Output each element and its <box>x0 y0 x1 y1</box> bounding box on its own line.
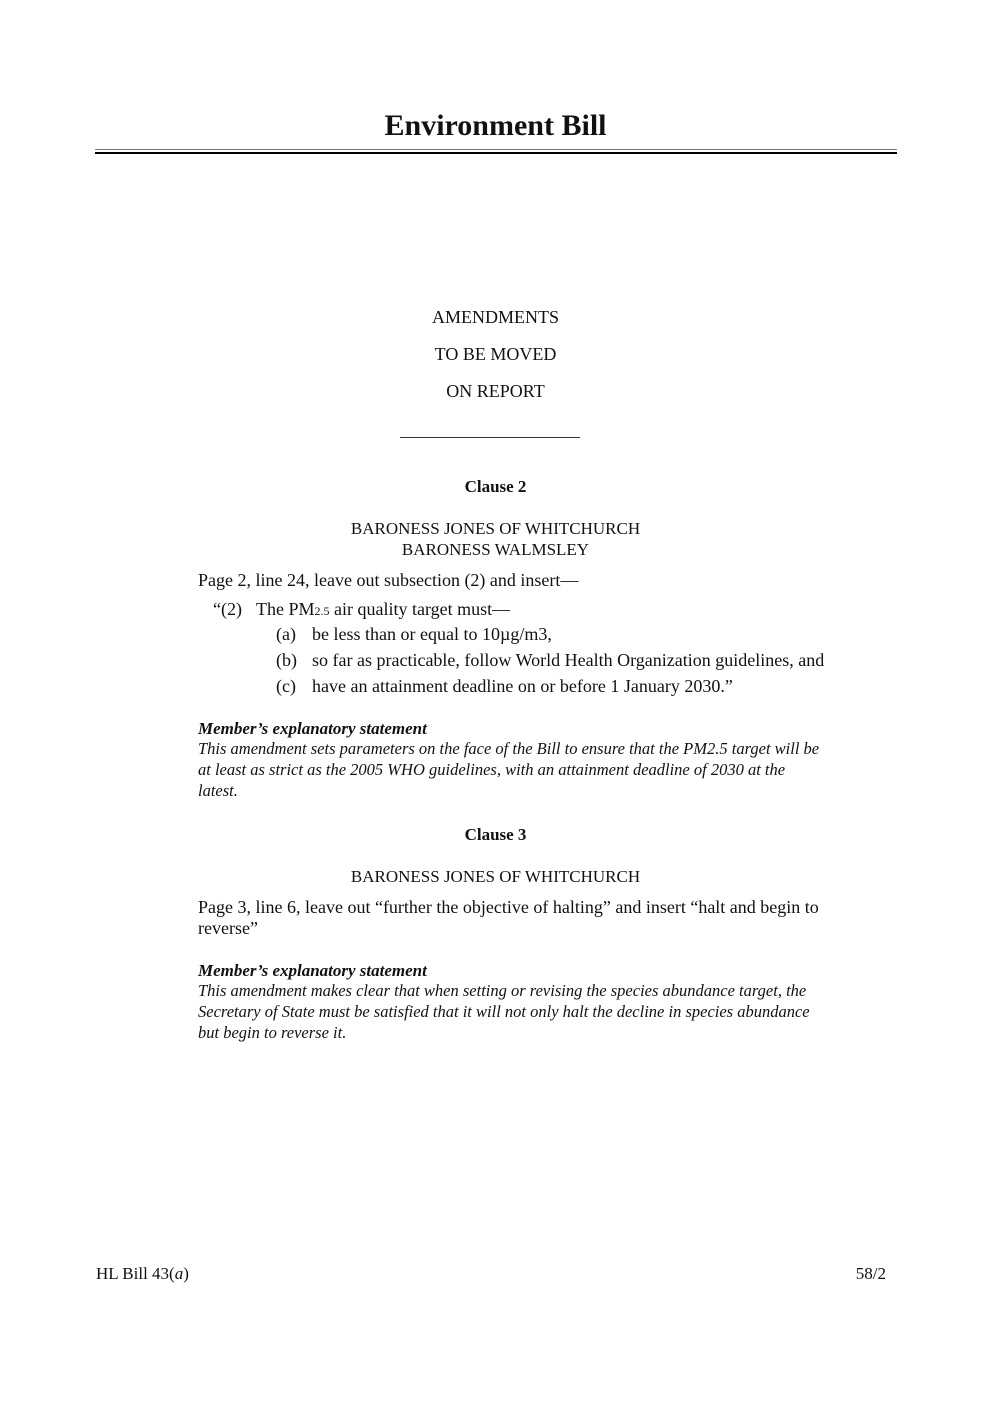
heading-line-1: AMENDMENTS <box>431 307 559 327</box>
amendment-instruction: Page 3, line 6, leave out “further the objective of halting” and insert “halt and begin to <box>198 897 819 917</box>
member-name: BARONESS JONES OF WHITCHURCH <box>350 867 641 886</box>
item-label: (a) <box>276 624 296 644</box>
bill-reference: HL Bill 43(a) <box>96 1264 189 1283</box>
item-text: so far as practicable, follow World Health Organization guidelines, and <box>312 650 825 670</box>
heading-line-3: ON REPORT <box>446 381 545 401</box>
statement-heading: Member’s explanatory statement <box>198 719 427 738</box>
heading-line-2: TO BE MOVED <box>434 344 557 364</box>
amendment-instruction: reverse” <box>198 918 258 938</box>
member-name: BARONESS JONES OF WHITCHURCH <box>350 519 641 538</box>
item-label: (c) <box>276 676 296 696</box>
statement-line: but begin to reverse it. <box>198 1023 347 1042</box>
item-label: (b) <box>276 650 297 670</box>
item-text: be less than or equal to 10µg/m3, <box>312 624 552 644</box>
statement-line: This amendment makes clear that when setting or revising the species abundance target, the <box>198 981 807 1000</box>
page-reference: 58/2 <box>855 1264 886 1283</box>
clause-heading: Clause 3 <box>464 825 527 844</box>
inserted-subsection-lead: The PM2.5 air quality target must— <box>256 599 511 619</box>
statement-heading: Member’s explanatory statement <box>198 961 427 980</box>
statement-line: latest. <box>198 781 238 800</box>
document-title: Environment Bill <box>384 109 607 142</box>
statement-line: Secretary of State must be satisfied that it will not only halt the decline in species abundance <box>198 1002 810 1021</box>
amendment-instruction: Page 2, line 24, leave out subsection (2) and insert— <box>198 570 579 590</box>
member-name: BARONESS WALMSLEY <box>401 540 590 559</box>
item-text: have an attainment deadline on or before 1 January 2030.” <box>312 676 733 696</box>
statement-line: This amendment sets parameters on the face of the Bill to ensure that the PM2.5 target will be <box>198 739 820 758</box>
section-divider <box>400 437 580 438</box>
title-rule-thick <box>95 152 897 154</box>
inserted-subsection-number: “(2) <box>213 599 242 619</box>
title-rule-thin <box>95 149 897 150</box>
clause-heading: Clause 2 <box>464 477 527 496</box>
statement-line: at least as strict as the 2005 WHO guidelines, with an attainment deadline of 2030 at the <box>198 760 786 779</box>
